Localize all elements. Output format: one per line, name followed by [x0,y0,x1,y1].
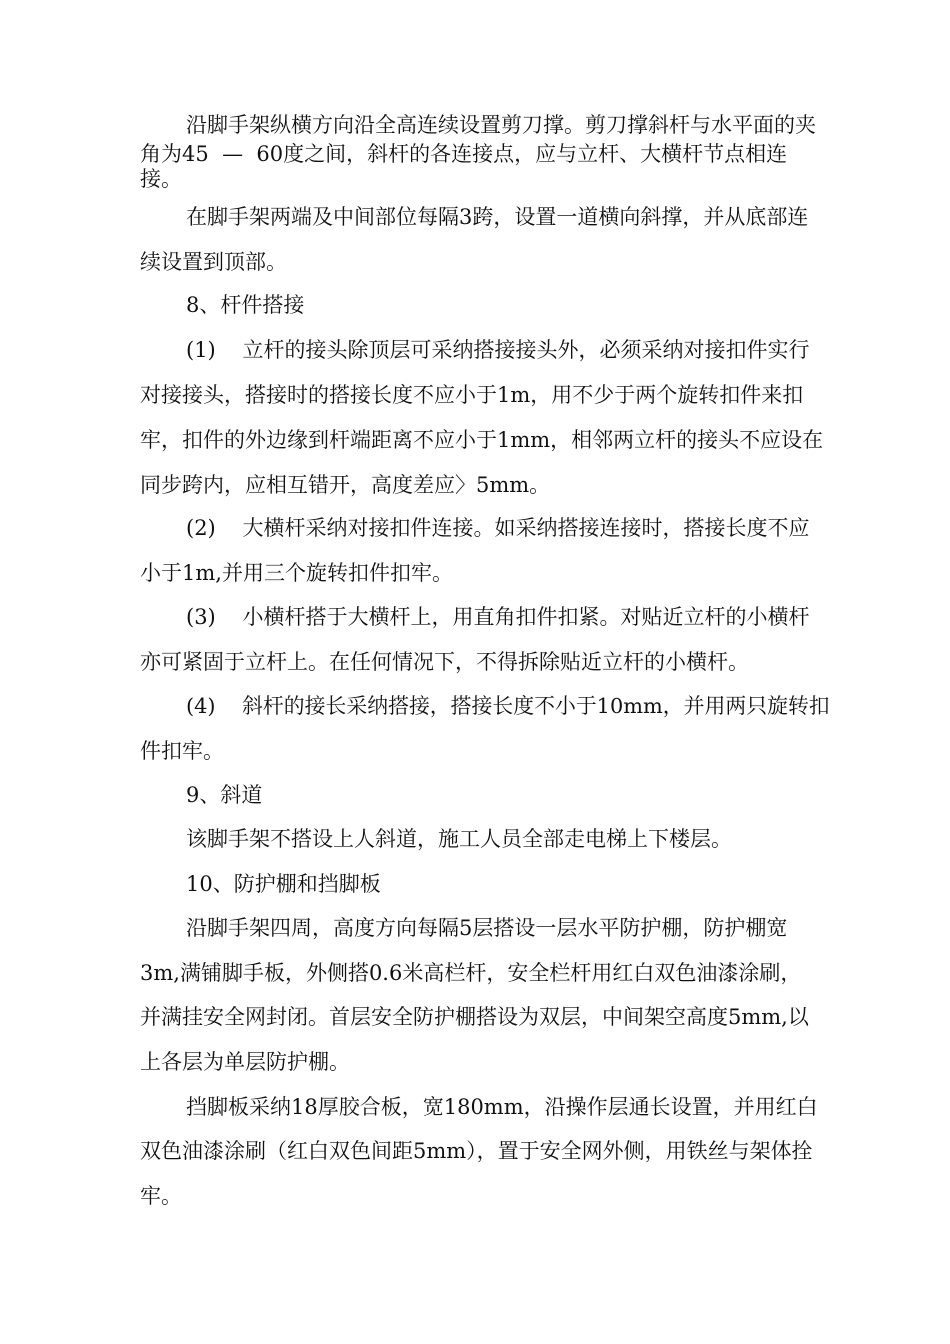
text-line: (1) 立杆的接头除顶层可采纳搭接接头外，必须采纳对接扣件实行 [186,338,810,362]
text-line: 双色油漆涂刷（红白双色间距5mm），置于安全网外侧，用铁丝与架体拴 [140,1139,813,1163]
text-line: 牢。 [140,1184,182,1208]
text-line: 小于1m,并用三个旋转扣件扣牢。 [140,561,453,585]
text-line: 续设置到顶部。 [140,250,287,274]
text-line: 上各层为单层防护棚。 [140,1050,350,1074]
text-line: (3) 小横杆搭于大横杆上，用直角扣件扣紧。对贴近立杆的小横杆 [186,605,810,629]
section-heading: 9、斜道 [186,783,263,807]
text-line: 牢，扣件的外边缘到杆端距离不应小于1mm，相邻两立杆的接头不应设在 [140,428,824,452]
text-line: 件扣牢。 [140,739,224,763]
text-line: 该脚手架不搭设上人斜道，施工人员全部走电梯上下楼层。 [186,827,732,851]
text-line: 角为45 — 60度之间，斜杆的各连接点，应与立杆、大横杆节点相连 [140,142,788,166]
text-line: 对接接头，搭接时的搭接长度不应小于1m，用不少于两个旋转扣件来扣 [140,383,804,407]
text-line: 3m,满铺脚手板，外侧搭0.6米高栏杆，安全栏杆用红白双色油漆涂刷， [140,961,802,985]
text-line: 沿脚手架四周，高度方向每隔5层搭设一层水平防护棚，防护棚宽 [186,916,788,940]
text-line: 接。 [140,167,182,191]
text-line: 在脚手架两端及中间部位每隔3跨，设置一道横向斜撑，并从底部连 [186,205,809,229]
text-line: 并满挂安全网封闭。首层安全防护棚搭设为双层，中间架空高度5mm,以 [140,1005,809,1029]
text-line: (2) 大横杆采纳对接扣件连接。如采纳搭接连接时，搭接长度不应 [186,516,810,540]
text-line: 挡脚板采纳18厚胶合板，宽180mm，沿操作层通长设置，并用红白 [186,1095,818,1119]
section-heading: 8、杆件搭接 [186,293,305,317]
text-line: 亦可紧固于立杆上。在任何情况下，不得拆除贴近立杆的小横杆。 [140,650,749,674]
text-line: (4) 斜杆的接长采纳搭接，搭接长度不小于10mm，并用两只旋转扣 [186,694,830,718]
text-line: 同步跨内，应相互错开，高度差应〉5mm。 [140,473,551,497]
text-line: 沿脚手架纵横方向沿全高连续设置剪刀撑。剪刀撑斜杆与水平面的夹 [186,113,816,137]
section-heading: 10、防护棚和挡脚板 [186,872,381,896]
